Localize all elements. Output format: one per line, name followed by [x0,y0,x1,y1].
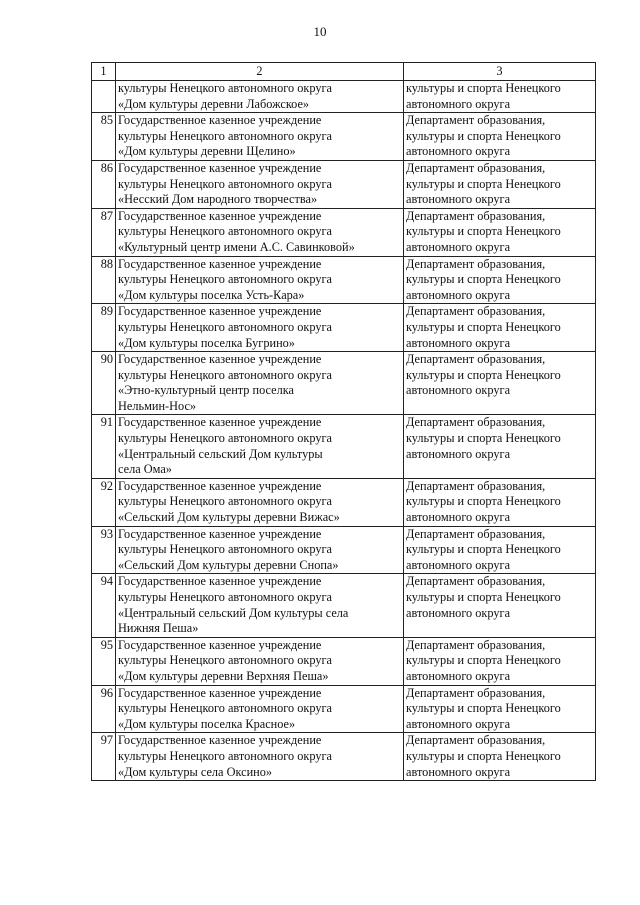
institution-name-line: культуры Ненецкого автономного округа [118,431,332,446]
founder-line: автономного округа [406,716,511,731]
institution-name-line: «Культурный центр имени А.С. Савинковой» [118,239,355,254]
table-row [92,160,596,208]
founder-line: Департамент образования, [406,304,546,319]
founder-line: культуры и спорта Ненецкого [406,748,561,763]
founder-cell [404,478,596,526]
founder-cell [404,685,596,733]
institution-name-line: Государственное казенное учреждение [118,733,322,748]
table-row [92,415,596,478]
institution-name-line: культуры Ненецкого автономного округа [118,494,332,509]
founder-line: Департамент образования, [406,637,546,652]
founder-line: автономного округа [406,383,511,398]
founder-line: культуры и спорта Ненецкого [406,224,561,239]
row-number [92,81,116,113]
row-number: 91 [92,415,116,478]
institution-name-line: Государственное казенное учреждение [118,160,322,175]
institution-name-line: Государственное казенное учреждение [118,478,322,493]
column-header-name: 2 [116,63,404,81]
founder-line: культуры и спорта Ненецкого [406,81,561,95]
founder-line: Департамент образования, [406,160,546,175]
founder-cell [404,256,596,304]
table-row [92,733,596,781]
row-number: 95 [92,637,116,685]
row-number: 94 [92,574,116,637]
founder-line: автономного округа [406,510,511,525]
institution-name-cell [116,478,404,526]
institution-name-line: «Сельский Дом культуры деревни Снопа» [118,557,339,572]
institution-name-line: «Дом культуры поселка Красное» [118,716,296,731]
institution-name-line: культуры Ненецкого автономного округа [118,542,332,557]
institution-name-cell [116,208,404,256]
founder-line: культуры и спорта Ненецкого [406,542,561,557]
table-row [92,113,596,161]
institution-name-line: Нельмин-Нос» [118,398,197,413]
institution-name-line: культуры Ненецкого автономного округа [118,748,332,763]
institution-name-line: «Дом культуры поселка Усть-Кара» [118,287,305,302]
institution-name-line: Государственное казенное учреждение [118,304,322,319]
institution-name-line: «Дом культуры деревни Верхняя Пеша» [118,668,329,683]
founder-line: Департамент образования, [406,526,546,541]
table-row [92,81,596,113]
founder-line: культуры и спорта Ненецкого [406,319,561,334]
institution-name-line: культуры Ненецкого автономного округа [118,272,332,287]
founder-line: автономного округа [406,557,511,572]
institution-name-cell [116,304,404,352]
institution-name-cell [116,415,404,478]
table-header-row [92,63,596,81]
table-row [92,478,596,526]
founder-line: автономного округа [406,192,511,207]
row-number: 88 [92,256,116,304]
founder-cell [404,352,596,415]
institution-name-line: «Центральный сельский Дом культуры села [118,605,349,620]
institution-name-line: Государственное казенное учреждение [118,352,322,367]
institution-name-line: Государственное казенное учреждение [118,113,322,128]
founder-line: автономного округа [406,668,511,683]
founder-cell [404,208,596,256]
institution-name-line: Государственное казенное учреждение [118,208,322,223]
institution-name-cell [116,81,404,113]
founder-line: Департамент образования, [406,685,546,700]
institution-name-cell [116,733,404,781]
founder-line: Департамент образования, [406,113,546,128]
row-number: 89 [92,304,116,352]
table-row [92,256,596,304]
institution-name-cell [116,637,404,685]
institution-name-line: «Дом культуры деревни Щелино» [118,144,296,159]
founder-line: автономного округа [406,764,511,779]
institution-name-line: культуры Ненецкого автономного округа [118,653,332,668]
institution-name-line: Государственное казенное учреждение [118,526,322,541]
institution-name-line: культуры Ненецкого автономного округа [118,367,332,382]
founder-line: автономного округа [406,605,511,620]
institution-name-line: Государственное казенное учреждение [118,256,322,271]
row-number: 93 [92,526,116,574]
founder-cell [404,574,596,637]
institution-name-line: «Дом культуры поселка Бугрино» [118,335,295,350]
founder-line: Департамент образования, [406,208,546,223]
founder-line: культуры и спорта Ненецкого [406,431,561,446]
institution-name-cell [116,256,404,304]
column-header-founder: 3 [404,63,596,81]
row-number: 87 [92,208,116,256]
founder-line: культуры и спорта Ненецкого [406,494,561,509]
institution-name-line: «Дом культуры деревни Лабожское» [118,96,310,111]
institution-name-line: Государственное казенное учреждение [118,415,322,430]
founder-cell [404,160,596,208]
founder-line: автономного округа [406,335,511,350]
institution-name-line: культуры Ненецкого автономного округа [118,590,332,604]
founder-line: автономного округа [406,144,511,159]
founder-line: Департамент образования, [406,256,546,271]
institutions-table [91,62,596,781]
table-row [92,574,596,637]
row-number: 97 [92,733,116,781]
institution-name-line: культуры Ненецкого автономного округа [118,81,332,95]
institution-name-cell [116,160,404,208]
founder-cell [404,637,596,685]
founder-line: культуры и спорта Ненецкого [406,176,561,191]
founder-line: культуры и спорта Ненецкого [406,590,561,604]
founder-cell [404,733,596,781]
table-row [92,304,596,352]
founder-line: культуры и спорта Ненецкого [406,272,561,287]
institution-name-line: «Центральный сельский Дом культуры [118,446,323,461]
institution-name-line: Нижняя Пеша» [118,621,199,636]
institution-name-line: культуры Ненецкого автономного округа [118,701,332,716]
founder-cell [404,304,596,352]
founder-line: Департамент образования, [406,415,546,430]
institution-name-line: культуры Ненецкого автономного округа [118,176,332,191]
institution-name-line: Государственное казенное учреждение [118,685,322,700]
institution-name-line: Государственное казенное учреждение [118,574,322,589]
institution-name-line: села Ома» [118,462,172,477]
founder-line: Департамент образования, [406,574,546,589]
institution-name-cell [116,526,404,574]
founder-line: автономного округа [406,446,511,461]
founder-line: культуры и спорта Ненецкого [406,701,561,716]
table-row [92,526,596,574]
founder-line: автономного округа [406,239,511,254]
founder-cell [404,113,596,161]
founder-line: автономного округа [406,96,511,111]
founder-line: автономного округа [406,287,511,302]
institution-name-line: «Этно-культурный центр поселка [118,383,295,398]
institution-name-cell [116,352,404,415]
row-number: 86 [92,160,116,208]
table-row [92,352,596,415]
institution-name-line: «Сельский Дом культуры деревни Вижас» [118,510,340,525]
institution-name-line: Государственное казенное учреждение [118,637,322,652]
founder-line: Департамент образования, [406,733,546,748]
institution-name-cell [116,113,404,161]
founder-line: культуры и спорта Ненецкого [406,367,561,382]
page-number: 10 [313,24,327,39]
founder-line: Департамент образования, [406,352,546,367]
column-header-number: 1 [92,63,116,81]
institution-name-line: культуры Ненецкого автономного округа [118,319,332,334]
founder-cell [404,526,596,574]
institution-name-line: «Несский Дом народного творчества» [118,192,318,207]
institution-name-line: культуры Ненецкого автономного округа [118,224,332,239]
founder-line: культуры и спорта Ненецкого [406,128,561,143]
institution-name-cell [116,574,404,637]
row-number: 96 [92,685,116,733]
table-row [92,208,596,256]
founder-line: Департамент образования, [406,478,546,493]
table-row [92,685,596,733]
institution-name-cell [116,685,404,733]
founder-cell [404,415,596,478]
row-number: 92 [92,478,116,526]
row-number: 85 [92,113,116,161]
founder-line: культуры и спорта Ненецкого [406,653,561,668]
table-row [92,637,596,685]
founder-cell [404,81,596,113]
row-number: 90 [92,352,116,415]
institution-name-line: «Дом культуры села Оксино» [118,764,273,779]
institution-name-line: культуры Ненецкого автономного округа [118,128,332,143]
